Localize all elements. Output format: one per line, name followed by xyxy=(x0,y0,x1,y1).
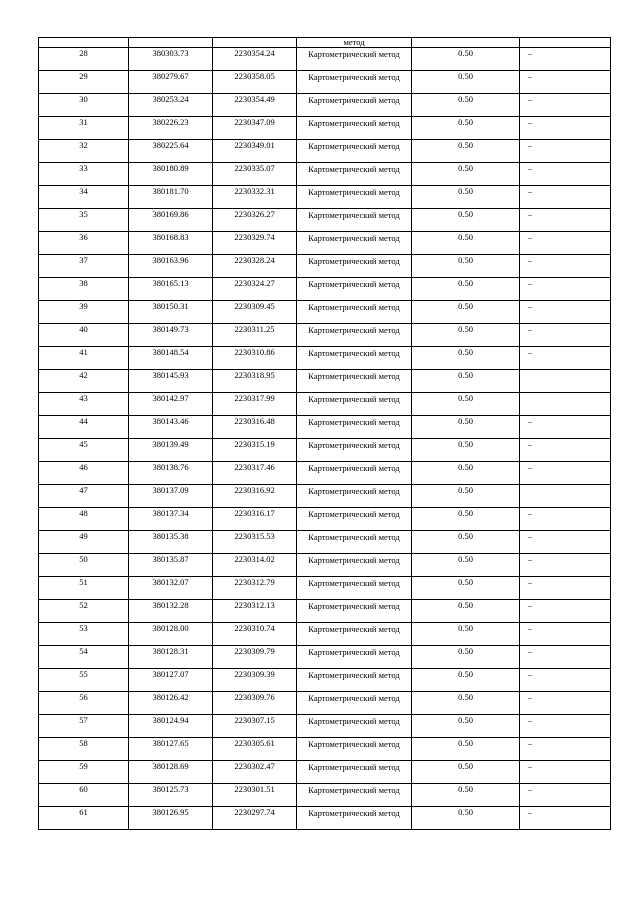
cell-method: Картометрический метод xyxy=(297,600,412,623)
cell-accuracy xyxy=(412,38,520,48)
cell-y: 2230349.01 xyxy=(213,140,297,163)
cell-accuracy: 0.50 xyxy=(412,485,520,508)
cell-accuracy: 0.50 xyxy=(412,531,520,554)
cell-method: Картометрический метод xyxy=(297,485,412,508)
cell-number: 55 xyxy=(39,669,129,692)
cell-y: 2230317.99 xyxy=(213,393,297,416)
cell-note: – xyxy=(520,623,611,646)
table-row xyxy=(39,255,611,278)
cell-number: 31 xyxy=(39,117,129,140)
cell-method: Картометрический метод xyxy=(297,784,412,807)
cell-note: – xyxy=(520,462,611,485)
cell-number: 58 xyxy=(39,738,129,761)
table-body xyxy=(39,38,611,830)
cell-x: 380137.09 xyxy=(129,485,213,508)
cell-note: – xyxy=(520,416,611,439)
cell-number: 48 xyxy=(39,508,129,531)
cell-y: 2230301.51 xyxy=(213,784,297,807)
cell-x: 380139.49 xyxy=(129,439,213,462)
cell-note: – xyxy=(520,439,611,462)
cell-accuracy: 0.50 xyxy=(412,669,520,692)
cell-number: 52 xyxy=(39,600,129,623)
cell-method: Картометрический метод xyxy=(297,163,412,186)
cell-y: 2230309.39 xyxy=(213,669,297,692)
cell-x: 380225.64 xyxy=(129,140,213,163)
cell-y: 2230332.31 xyxy=(213,186,297,209)
cell-y: 2230335.07 xyxy=(213,163,297,186)
cell-method: Картометрический метод xyxy=(297,324,412,347)
cell-number: 32 xyxy=(39,140,129,163)
table-row xyxy=(39,140,611,163)
cell-note: – xyxy=(520,761,611,784)
cell-x: 380127.07 xyxy=(129,669,213,692)
cell-x: 380180.89 xyxy=(129,163,213,186)
cell-x: 380135.38 xyxy=(129,531,213,554)
cell-number: 54 xyxy=(39,646,129,669)
table-row xyxy=(39,393,611,416)
cell-accuracy: 0.50 xyxy=(412,807,520,830)
cell-method: метод xyxy=(297,38,412,48)
cell-accuracy: 0.50 xyxy=(412,324,520,347)
cell-accuracy: 0.50 xyxy=(412,347,520,370)
cell-method: Картометрический метод xyxy=(297,531,412,554)
cell-note: – xyxy=(520,163,611,186)
cell-note: – xyxy=(520,301,611,324)
cell-accuracy: 0.50 xyxy=(412,393,520,416)
table-row xyxy=(39,416,611,439)
cell-method: Картометрический метод xyxy=(297,692,412,715)
cell-y: 2230329.74 xyxy=(213,232,297,255)
cell-note: – xyxy=(520,531,611,554)
cell-method: Картометрический метод xyxy=(297,278,412,301)
cell-number: 40 xyxy=(39,324,129,347)
cell-number: 49 xyxy=(39,531,129,554)
cell-note: – xyxy=(520,48,611,71)
cell-note: – xyxy=(520,738,611,761)
table-row xyxy=(39,370,611,393)
cell-x xyxy=(129,38,213,48)
cell-number: 29 xyxy=(39,71,129,94)
table-row xyxy=(39,301,611,324)
cell-accuracy: 0.50 xyxy=(412,140,520,163)
cell-accuracy: 0.50 xyxy=(412,163,520,186)
cell-number: 38 xyxy=(39,278,129,301)
cell-x: 380181.70 xyxy=(129,186,213,209)
cell-accuracy: 0.50 xyxy=(412,600,520,623)
cell-accuracy: 0.50 xyxy=(412,761,520,784)
cell-y: 2230354.49 xyxy=(213,94,297,117)
cell-method: Картометрический метод xyxy=(297,48,412,71)
table-row xyxy=(39,71,611,94)
cell-number: 56 xyxy=(39,692,129,715)
cell-method: Картометрический метод xyxy=(297,393,412,416)
cell-y: 2230302.47 xyxy=(213,761,297,784)
table-row xyxy=(39,186,611,209)
cell-y: 2230307.15 xyxy=(213,715,297,738)
cell-number: 44 xyxy=(39,416,129,439)
cell-x: 380168.83 xyxy=(129,232,213,255)
cell-method: Картометрический метод xyxy=(297,623,412,646)
cell-y: 2230297.74 xyxy=(213,807,297,830)
cell-x: 380169.86 xyxy=(129,209,213,232)
cell-method: Картометрический метод xyxy=(297,140,412,163)
cell-y: 2230310.74 xyxy=(213,623,297,646)
cell-x: 380226.23 xyxy=(129,117,213,140)
cell-accuracy: 0.50 xyxy=(412,439,520,462)
cell-accuracy: 0.50 xyxy=(412,623,520,646)
cell-number: 45 xyxy=(39,439,129,462)
table-row xyxy=(39,485,611,508)
cell-y: 2230309.45 xyxy=(213,301,297,324)
cell-y: 2230354.24 xyxy=(213,48,297,71)
cell-number: 28 xyxy=(39,48,129,71)
cell-method: Картометрический метод xyxy=(297,347,412,370)
cell-y: 2230312.79 xyxy=(213,577,297,600)
table-row xyxy=(39,577,611,600)
cell-y: 2230326.27 xyxy=(213,209,297,232)
cell-method: Картометрический метод xyxy=(297,301,412,324)
cell-note: – xyxy=(520,117,611,140)
cell-y: 2230318.95 xyxy=(213,370,297,393)
cell-method: Картометрический метод xyxy=(297,761,412,784)
cell-x: 380127.65 xyxy=(129,738,213,761)
cell-x: 380145.93 xyxy=(129,370,213,393)
table-row xyxy=(39,669,611,692)
table-row xyxy=(39,439,611,462)
cell-x: 380132.28 xyxy=(129,600,213,623)
cell-number: 47 xyxy=(39,485,129,508)
cell-note: – xyxy=(520,784,611,807)
table-row xyxy=(39,347,611,370)
continuation-row xyxy=(39,38,611,48)
table-row xyxy=(39,623,611,646)
cell-number: 50 xyxy=(39,554,129,577)
table-row xyxy=(39,232,611,255)
cell-note: – xyxy=(520,94,611,117)
table-row xyxy=(39,531,611,554)
cell-note xyxy=(520,370,611,393)
cell-y xyxy=(213,38,297,48)
cell-note: – xyxy=(520,577,611,600)
cell-x: 380124.94 xyxy=(129,715,213,738)
cell-number xyxy=(39,38,129,48)
cell-y: 2230315.19 xyxy=(213,439,297,462)
table-row xyxy=(39,48,611,71)
cell-x: 380132.07 xyxy=(129,577,213,600)
cell-number: 41 xyxy=(39,347,129,370)
cell-y: 2230324.27 xyxy=(213,278,297,301)
cell-method: Картометрический метод xyxy=(297,416,412,439)
cell-method: Картометрический метод xyxy=(297,186,412,209)
cell-method: Картометрический метод xyxy=(297,439,412,462)
table-row xyxy=(39,646,611,669)
cell-x: 380128.00 xyxy=(129,623,213,646)
cell-x: 380126.42 xyxy=(129,692,213,715)
cell-number: 51 xyxy=(39,577,129,600)
table-row xyxy=(39,462,611,485)
cell-accuracy: 0.50 xyxy=(412,416,520,439)
cell-method: Картометрический метод xyxy=(297,370,412,393)
cell-accuracy: 0.50 xyxy=(412,646,520,669)
cell-number: 59 xyxy=(39,761,129,784)
cell-note: – xyxy=(520,186,611,209)
cell-y: 2230305.61 xyxy=(213,738,297,761)
cell-y: 2230316.92 xyxy=(213,485,297,508)
cell-method: Картометрический метод xyxy=(297,554,412,577)
table-row xyxy=(39,600,611,623)
cell-x: 380135.87 xyxy=(129,554,213,577)
cell-x: 380138.76 xyxy=(129,462,213,485)
cell-number: 39 xyxy=(39,301,129,324)
cell-accuracy: 0.50 xyxy=(412,738,520,761)
cell-number: 53 xyxy=(39,623,129,646)
cell-y: 2230311.25 xyxy=(213,324,297,347)
cell-note: – xyxy=(520,508,611,531)
cell-number: 30 xyxy=(39,94,129,117)
cell-accuracy: 0.50 xyxy=(412,232,520,255)
cell-accuracy: 0.50 xyxy=(412,209,520,232)
cell-method: Картометрический метод xyxy=(297,462,412,485)
table-row xyxy=(39,784,611,807)
cell-accuracy: 0.50 xyxy=(412,370,520,393)
cell-y: 2230314.02 xyxy=(213,554,297,577)
cell-number: 37 xyxy=(39,255,129,278)
cell-note: – xyxy=(520,600,611,623)
cell-method: Картометрический метод xyxy=(297,209,412,232)
cell-number: 57 xyxy=(39,715,129,738)
cell-accuracy: 0.50 xyxy=(412,301,520,324)
cell-note: – xyxy=(520,669,611,692)
cell-number: 36 xyxy=(39,232,129,255)
cell-method: Картометрический метод xyxy=(297,94,412,117)
cell-method: Картометрический метод xyxy=(297,807,412,830)
cell-y: 2230317.46 xyxy=(213,462,297,485)
table-row xyxy=(39,508,611,531)
table-row xyxy=(39,807,611,830)
cell-note xyxy=(520,38,611,48)
coordinates-table xyxy=(38,37,611,830)
cell-number: 35 xyxy=(39,209,129,232)
table-row xyxy=(39,692,611,715)
cell-y: 2230358.05 xyxy=(213,71,297,94)
cell-accuracy: 0.50 xyxy=(412,186,520,209)
cell-number: 43 xyxy=(39,393,129,416)
cell-method: Картометрический метод xyxy=(297,232,412,255)
cell-note: – xyxy=(520,232,611,255)
cell-note: – xyxy=(520,209,611,232)
cell-accuracy: 0.50 xyxy=(412,71,520,94)
cell-y: 2230347.09 xyxy=(213,117,297,140)
cell-note: – xyxy=(520,278,611,301)
cell-accuracy: 0.50 xyxy=(412,117,520,140)
table-row xyxy=(39,761,611,784)
table-row xyxy=(39,554,611,577)
cell-accuracy: 0.50 xyxy=(412,554,520,577)
cell-y: 2230328.24 xyxy=(213,255,297,278)
cell-x: 380149.73 xyxy=(129,324,213,347)
cell-method: Картометрический метод xyxy=(297,669,412,692)
cell-x: 380142.97 xyxy=(129,393,213,416)
cell-method: Картометрический метод xyxy=(297,715,412,738)
cell-accuracy: 0.50 xyxy=(412,784,520,807)
cell-accuracy: 0.50 xyxy=(412,48,520,71)
cell-accuracy: 0.50 xyxy=(412,255,520,278)
cell-accuracy: 0.50 xyxy=(412,692,520,715)
cell-note: – xyxy=(520,324,611,347)
cell-accuracy: 0.50 xyxy=(412,577,520,600)
cell-note: – xyxy=(520,554,611,577)
cell-number: 34 xyxy=(39,186,129,209)
cell-x: 380148.54 xyxy=(129,347,213,370)
cell-method: Картометрический метод xyxy=(297,117,412,140)
cell-note: – xyxy=(520,646,611,669)
cell-note: – xyxy=(520,347,611,370)
cell-x: 380143.46 xyxy=(129,416,213,439)
cell-note: – xyxy=(520,807,611,830)
cell-number: 42 xyxy=(39,370,129,393)
cell-number: 46 xyxy=(39,462,129,485)
cell-x: 380279.67 xyxy=(129,71,213,94)
cell-number: 61 xyxy=(39,807,129,830)
cell-method: Картометрический метод xyxy=(297,738,412,761)
cell-number: 60 xyxy=(39,784,129,807)
cell-accuracy: 0.50 xyxy=(412,278,520,301)
cell-number: 33 xyxy=(39,163,129,186)
cell-x: 380126.95 xyxy=(129,807,213,830)
cell-y: 2230309.79 xyxy=(213,646,297,669)
table-row xyxy=(39,163,611,186)
cell-note: – xyxy=(520,715,611,738)
cell-accuracy: 0.50 xyxy=(412,94,520,117)
table-row xyxy=(39,209,611,232)
cell-x: 380253.24 xyxy=(129,94,213,117)
cell-note: – xyxy=(520,255,611,278)
cell-method: Картометрический метод xyxy=(297,508,412,531)
cell-x: 380165.13 xyxy=(129,278,213,301)
table-row xyxy=(39,278,611,301)
cell-y: 2230315.53 xyxy=(213,531,297,554)
table-row xyxy=(39,715,611,738)
cell-x: 380128.69 xyxy=(129,761,213,784)
cell-note: – xyxy=(520,692,611,715)
cell-accuracy: 0.50 xyxy=(412,462,520,485)
cell-y: 2230312.13 xyxy=(213,600,297,623)
cell-x: 380125.73 xyxy=(129,784,213,807)
cell-accuracy: 0.50 xyxy=(412,715,520,738)
cell-method: Картометрический метод xyxy=(297,71,412,94)
table-row xyxy=(39,738,611,761)
cell-method: Картометрический метод xyxy=(297,255,412,278)
cell-y: 2230309.76 xyxy=(213,692,297,715)
cell-x: 380303.73 xyxy=(129,48,213,71)
cell-method: Картометрический метод xyxy=(297,577,412,600)
cell-note xyxy=(520,393,611,416)
cell-y: 2230316.17 xyxy=(213,508,297,531)
cell-x: 380163.96 xyxy=(129,255,213,278)
cell-note: – xyxy=(520,71,611,94)
cell-method: Картометрический метод xyxy=(297,646,412,669)
table-row xyxy=(39,324,611,347)
cell-note: – xyxy=(520,140,611,163)
cell-x: 380150.31 xyxy=(129,301,213,324)
cell-x: 380137.34 xyxy=(129,508,213,531)
table-row xyxy=(39,94,611,117)
cell-y: 2230316.48 xyxy=(213,416,297,439)
cell-note xyxy=(520,485,611,508)
cell-y: 2230310.86 xyxy=(213,347,297,370)
table-row xyxy=(39,117,611,140)
cell-accuracy: 0.50 xyxy=(412,508,520,531)
cell-x: 380128.31 xyxy=(129,646,213,669)
